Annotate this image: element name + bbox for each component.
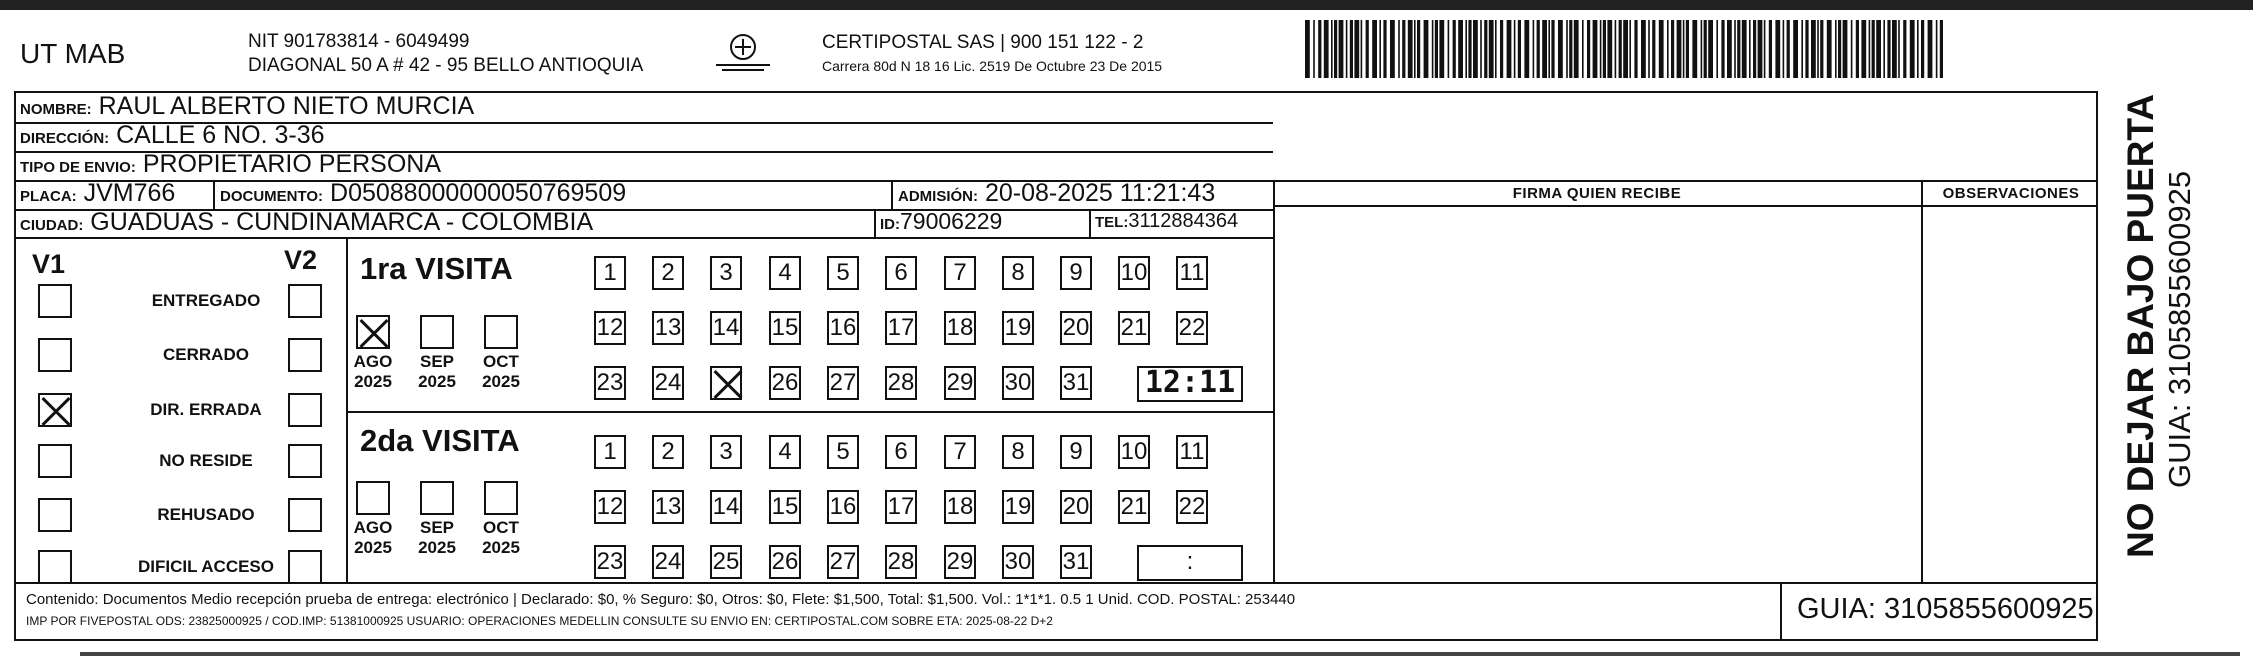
visit2-day-box[interactable]: 11 [1176, 435, 1208, 469]
nombre-row: NOMBRE: RAUL ALBERTO NIETO MURCIA [20, 92, 475, 120]
company-nit: NIT 901783814 - 6049499 [248, 31, 470, 52]
visit2-day-box[interactable]: 28 [885, 545, 917, 579]
visit2-month-checkbox[interactable] [420, 481, 454, 515]
visit2-day-box[interactable]: 20 [1060, 490, 1092, 524]
firma-label: FIRMA QUIEN RECIBE [1512, 185, 1682, 202]
visit2-day-box[interactable]: 5 [827, 435, 859, 469]
visit2-day-box[interactable]: 23 [594, 545, 626, 579]
id-value: 79006229 [900, 208, 1003, 234]
visit2-day-box[interactable]: 2 [652, 435, 684, 469]
tipo-value: PROPIETARIO PERSONA [142, 150, 442, 178]
visit1-day-box[interactable]: 30 [1002, 366, 1034, 400]
visit2-month-year: 2025 [418, 538, 456, 557]
visit2-day-box[interactable]: 16 [827, 490, 859, 524]
visit1-day-box[interactable]: 5 [827, 256, 859, 290]
visit2-time-box[interactable]: : [1137, 545, 1243, 581]
v1-label: V1 [32, 249, 66, 279]
status-label: DIR. ERRADA [150, 400, 262, 419]
visit2-day-box[interactable]: 29 [944, 545, 976, 579]
status-label: NO RESIDE [159, 451, 253, 470]
visit1-month-label [344, 352, 402, 392]
visit1-day-box[interactable]: 6 [885, 256, 917, 290]
visit1-day-box[interactable]: 26 [769, 366, 801, 400]
certipostal-logo [708, 30, 778, 78]
visit2-title: 2da VISITA [360, 423, 520, 458]
v2-checkbox[interactable] [288, 444, 322, 478]
v2-checkbox[interactable] [288, 393, 322, 427]
visit1-day-box[interactable]: 27 [827, 366, 859, 400]
v1-checkbox[interactable] [38, 393, 72, 427]
status-label: REHUSADO [157, 505, 255, 524]
v1-checkbox[interactable] [38, 338, 72, 372]
visit1-day-box[interactable]: 29 [944, 366, 976, 400]
visit2-month-name: AGO [353, 518, 393, 537]
direccion-row: DIRECCIÓN: CALLE 6 NO. 3-36 [20, 121, 325, 149]
visit1-day-box[interactable]: 4 [769, 256, 801, 290]
visit1-day-box[interactable]: 24 [652, 366, 684, 400]
bottom-border [80, 652, 2240, 656]
visit2-day-box[interactable]: 6 [885, 435, 917, 469]
visit2-day-box[interactable]: 14 [710, 490, 742, 524]
visit1-day-box[interactable]: 28 [885, 366, 917, 400]
visit2-day-box[interactable]: 10 [1118, 435, 1150, 469]
visit1-day-box[interactable]: 18 [944, 311, 976, 345]
visit2-day-box[interactable]: 15 [769, 490, 801, 524]
v1-checkbox[interactable] [38, 550, 72, 584]
visit2-day-box[interactable]: 1 [594, 435, 626, 469]
documento-value: D05088000000050769509 [330, 179, 627, 207]
status-label: ENTREGADO [151, 291, 261, 310]
visit1-month-year: 2025 [482, 372, 520, 391]
visit2-month-year: 2025 [354, 538, 392, 557]
delivery-form [14, 91, 2098, 641]
visit1-day-box[interactable]: 21 [1118, 311, 1150, 345]
v1-checkbox[interactable] [38, 498, 72, 532]
visit2-day-box[interactable]: 25 [710, 545, 742, 579]
visit1-day-box[interactable]: 22 [1176, 311, 1208, 345]
ciudad-value: GUADUAS - CUNDINAMARCA - COLOMBIA [90, 208, 594, 236]
visit1-day-box[interactable]: 17 [885, 311, 917, 345]
visit1-month-checkbox[interactable] [420, 315, 454, 349]
visit1-month-checkbox[interactable] [356, 315, 390, 349]
v2-checkbox[interactable] [288, 550, 322, 584]
visit2-day-box[interactable]: 26 [769, 545, 801, 579]
nombre-value: RAUL ALBERTO NIETO MURCIA [98, 92, 475, 120]
visit1-day-box[interactable]: 8 [1002, 256, 1034, 290]
visit2-day-box[interactable]: 8 [1002, 435, 1034, 469]
visit1-day-box[interactable]: 2 [652, 256, 684, 290]
id-row: ID:79006229 [880, 208, 1003, 234]
visit2-day-box[interactable]: 30 [1002, 545, 1034, 579]
visit1-day-box[interactable]: 7 [944, 256, 976, 290]
visit1-day-box[interactable]: 15 [769, 311, 801, 345]
carrier-name: CERTIPOSTAL SAS | 900 151 122 - 2 [822, 32, 1144, 53]
visit2-day-box[interactable]: 17 [885, 490, 917, 524]
visit1-day-box[interactable]: 23 [594, 366, 626, 400]
visit1-month-year: 2025 [418, 372, 456, 391]
visit1-day-box[interactable] [710, 366, 742, 400]
visit1-month-name: OCT [483, 352, 519, 371]
company-info [248, 30, 643, 78]
visit2-month-label [472, 518, 530, 558]
visit2-day-box[interactable]: 18 [944, 490, 976, 524]
carrier-license: Carrera 80d N 18 16 Lic. 2519 De Octubre 23 De 2015 [822, 58, 1163, 74]
visit2-day-box[interactable]: 22 [1176, 490, 1208, 524]
visit1-day-box[interactable]: 11 [1176, 256, 1208, 290]
visit2-day-box[interactable]: 21 [1118, 490, 1150, 524]
observaciones-label: OBSERVACIONES [1942, 185, 2080, 202]
v1-checkbox[interactable] [38, 444, 72, 478]
status-label: CERRADO [163, 345, 249, 364]
side-warning: NO DEJAR BAJO PUERTA [2120, 94, 2161, 558]
direccion-value: CALLE 6 NO. 3-36 [116, 121, 325, 149]
visit2-day-box[interactable]: 24 [652, 545, 684, 579]
v2-checkbox[interactable] [288, 284, 322, 318]
visit1-day-box[interactable]: 1 [594, 256, 626, 290]
tipo-row: TIPO DE ENVIO: PROPIETARIO PERSONA [20, 150, 442, 178]
visit1-month-label [472, 352, 530, 392]
visit2-day-box[interactable]: 12 [594, 490, 626, 524]
visit1-month-name: SEP [419, 352, 455, 371]
top-border [0, 0, 2253, 10]
visit1-day-box[interactable]: 20 [1060, 311, 1092, 345]
footer-print-info: IMP POR FIVEPOSTAL ODS: 23825000925 / COD.IMP: 51381000925 USUARIO: OPERACIONES MEDELLIN CONSULTE SU ENVIO EN: CERTIPOSTAL.COM SOBRE ETA: 2025-08-22 D+2 [26, 614, 1053, 628]
ciudad-row: CIUDAD: GUADUAS - CUNDINAMARCA - COLOMBIA [20, 208, 594, 236]
visit2-month-label [344, 518, 402, 558]
visit2-day-box[interactable]: 7 [944, 435, 976, 469]
visit2-day-box[interactable]: 13 [652, 490, 684, 524]
visit2-month-checkbox[interactable] [484, 481, 518, 515]
visit1-day-box[interactable]: 31 [1060, 366, 1092, 400]
visit2-month-name: SEP [419, 518, 455, 537]
visit1-month-name: AGO [353, 352, 393, 371]
visit2-day-box[interactable]: 19 [1002, 490, 1034, 524]
visit2-month-label [408, 518, 466, 558]
visit1-day-box[interactable]: 16 [827, 311, 859, 345]
visit2-month-year: 2025 [482, 538, 520, 557]
footer-content: Contenido: Documentos Medio recepción prueba de entrega: electrónico | Declarado: $0, % Seguro: $0, Otros: $0, Flete: $1,500, Total: $1,500. Vol.: 1*1*1. 0.5 1 Unid. COD. POSTAL: 253440 [26, 591, 1296, 608]
v2-checkbox[interactable] [288, 338, 322, 372]
visit1-day-box[interactable]: 19 [1002, 311, 1034, 345]
visit1-day-box[interactable]: 3 [710, 256, 742, 290]
visit1-title: 1ra VISITA [360, 251, 513, 286]
tel-value: 3112884364 [1128, 210, 1239, 232]
status-label: DIFICIL ACCESO [137, 557, 274, 576]
placa-value: JVM766 [83, 179, 176, 207]
side-guia: GUIA: 3105855600925 [2162, 170, 2197, 488]
visit2-month-checkbox[interactable] [356, 481, 390, 515]
placa-row: PLACA: JVM766 [20, 179, 176, 207]
visit2-day-box[interactable]: 4 [769, 435, 801, 469]
visit2-day-box[interactable]: 27 [827, 545, 859, 579]
v2-label: V2 [284, 245, 318, 275]
visit1-month-checkbox[interactable] [484, 315, 518, 349]
company-name: UT MAB [20, 38, 126, 69]
guia-number: GUIA: 3105855600925 [1797, 593, 2094, 625]
visit2-day-box[interactable]: 31 [1060, 545, 1092, 579]
visit1-day-box[interactable]: 9 [1060, 256, 1092, 290]
admision-row: ADMISIÓN: 20-08-2025 11:21:43 [898, 179, 1216, 207]
v1-checkbox[interactable] [38, 284, 72, 318]
barcode [1305, 20, 1945, 78]
visit1-month-label [408, 352, 466, 392]
v2-checkbox[interactable] [288, 498, 322, 532]
tel-row: TEL:3112884364 [1095, 210, 1239, 232]
visit2-day-box[interactable]: 3 [710, 435, 742, 469]
visit1-day-box[interactable]: 12 [594, 311, 626, 345]
documento-row: DOCUMENTO: D05088000000050769509 [220, 179, 627, 207]
visit2-month-name: OCT [483, 518, 519, 537]
visit1-day-box[interactable]: 13 [652, 311, 684, 345]
company-address: DIAGONAL 50 A # 42 - 95 BELLO ANTIOQUIA [248, 55, 644, 76]
visit1-day-box[interactable]: 14 [710, 311, 742, 345]
visit1-day-box[interactable]: 10 [1118, 256, 1150, 290]
visit1-time-box[interactable]: 12:11 [1137, 366, 1243, 402]
visit2-day-box[interactable]: 9 [1060, 435, 1092, 469]
visit1-month-year: 2025 [354, 372, 392, 391]
admision-value: 20-08-2025 11:21:43 [984, 179, 1216, 207]
